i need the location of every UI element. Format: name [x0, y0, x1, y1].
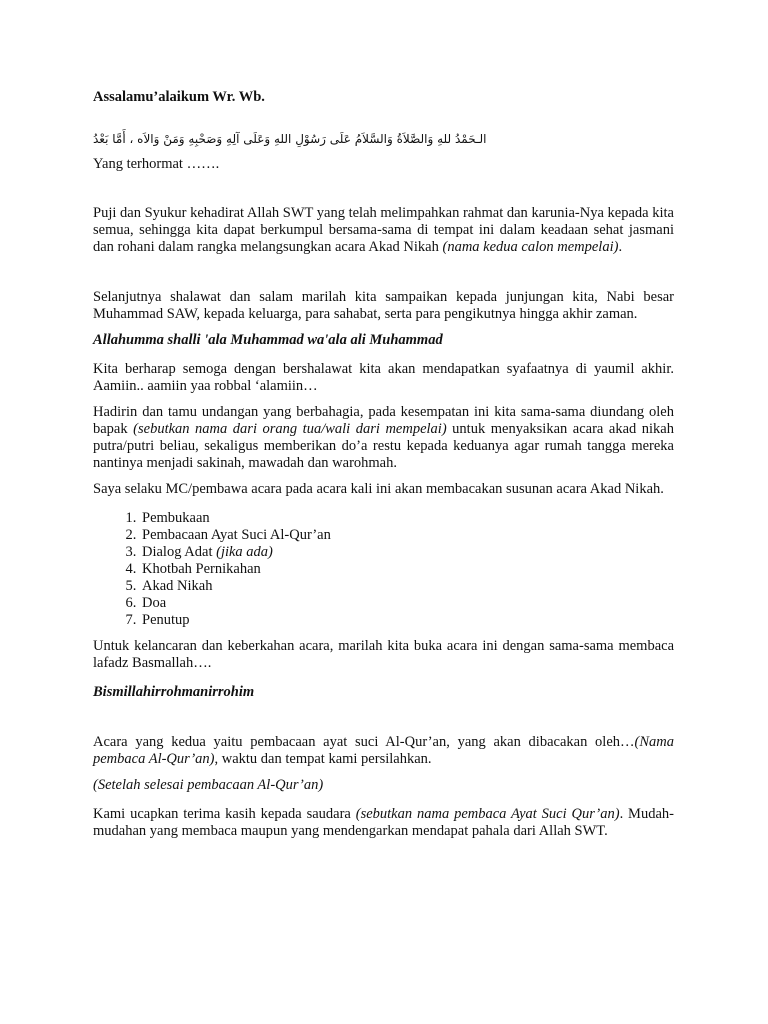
agenda-list [93, 510, 674, 629]
paragraph-guests [93, 404, 674, 472]
quran-text-b: , waktu dan tempat kami persilahkan. [214, 751, 432, 767]
paragraph-quran [93, 734, 674, 768]
thanks-text-b: . Mudah-mudahan yang membaca maupun yang mendengarkan mendapat pahala dari Allah SWT. [93, 806, 674, 839]
thanks-note: (sebutkan nama pembaca Ayat Suci Qur’an) [355, 806, 620, 822]
guests-text-a: Hadirin dan tamu undangan yang berbahagia, pada kesempatan ini kita sama-sama diundang oleh bapak [93, 404, 674, 437]
quran-text-a: Acara yang kedua yaitu pembacaan ayat suci Al-Qur’an, yang akan dibacakan oleh… [93, 734, 635, 750]
paragraph-hope: Kita berharap semoga dengan bershalawat kita akan mendapatkan syafaatnya di yaumil akhir. Aamiin.. aamiin yaa robbal ‘alamiin… [93, 361, 674, 394]
praise-text: Puji dan Syukur kehadirat Allah SWT yang telah melimpahkan rahmat dan karunia-Nya kepada kita semua, sehingga kita dapat berkumpul bersama-sama di tempat ini dalam keadaan sehat jasmani dan rohani dalam rangka melangsungkan acara Akad Nikah [93, 205, 674, 255]
guests-text-b: untuk menyaksikan acara akad nikah putra/putri beliau, sekaligus memberikan do’a restu kepada keduanya agar rumah tangga mereka nantinya menjadi sakinah, mawadah dan warohmah. [93, 421, 674, 471]
paragraph-praise [93, 205, 674, 256]
shalawat-phrase: Allahumma shalli 'ala Muhammad wa'ala ali Muhammad [93, 332, 443, 348]
arabic-opening-block [93, 130, 674, 148]
salutation: Yang terhormat ……. [93, 156, 220, 172]
thanks-text-a: Kami ucapkan terima kasih kepada saudara [93, 806, 356, 822]
list-item: 5. Akad Nikah [140, 578, 674, 595]
list-item: 2. Pembacaan Ayat Suci Al-Qur’an [140, 527, 674, 544]
paragraph-opening: Untuk kelancaran dan keberkahan acara, marilah kita buka acara ini dengan sama-sama membaca lafadz Basmallah…. [93, 638, 674, 671]
paragraph-agenda-intro: Saya selaku MC/pembawa acara pada acara kali ini akan membacakan susunan acara Akad Nikah. [93, 481, 664, 497]
paragraph-thanks [93, 806, 674, 840]
list-item: 7. Penutup [140, 612, 674, 629]
list-item: 3. Dialog Adat (jika ada) [140, 544, 674, 561]
guests-note: (sebutkan nama dari orang tua/wali dari mempelai) [133, 421, 447, 437]
paragraph-shalawat: Selanjutnya shalawat dan salam marilah kita sampaikan kepada junjungan kita, Nabi besar Muhammad SAW, kepada keluarga, para sahabat, serta para pengikutnya hingga akhir zaman. [93, 289, 674, 322]
praise-note: (nama kedua calon mempelai) [442, 239, 619, 255]
list-item: 4. Khotbah Pernikahan [140, 561, 674, 578]
list-item: 1. Pembukaan [140, 510, 674, 527]
quran-note: (Nama pembaca Al-Qur’an) [93, 734, 674, 767]
basmalah-phrase: Bismillahirrohmanirrohim [93, 684, 255, 700]
after-reading-note: (Setelah selesai pembacaan Al-Qur’an) [93, 777, 324, 793]
list-item: 6. Doa [140, 595, 674, 612]
greeting-heading: Assalamu’alaikum Wr. Wb. [93, 89, 265, 105]
arabic-opening: الـحَمْدُ للهِ وَالصَّلاَةُ وَالسَّلاَمُ عَلَى رَسُوْلِ اللهِ وَعَلَى آلِهِ وَصَحْبِهِ وَمَنْ وَالاَه ، أَمَّا بَعْدُ [93, 132, 487, 146]
praise-end: . [618, 239, 623, 255]
